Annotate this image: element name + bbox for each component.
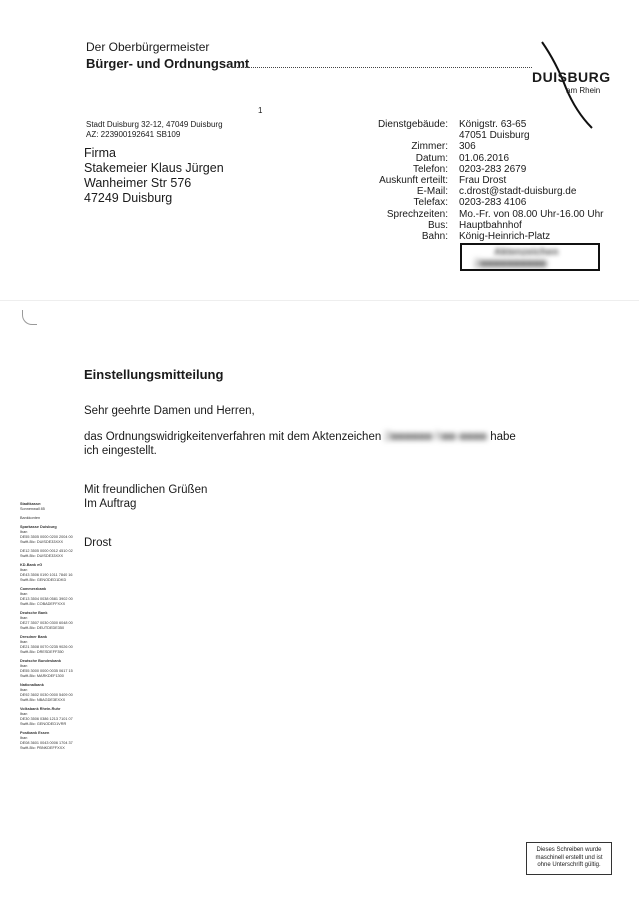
salutation: Sehr geehrte Damen und Herren,: [84, 405, 255, 417]
bank-entry: [20, 587, 82, 607]
letter-subject: Einstellungsmitteilung: [84, 367, 224, 382]
recipient-line: 47249 Duisburg: [84, 191, 173, 205]
bank-entry: [20, 549, 82, 559]
file-reference-label: Aktenzeichen: [494, 247, 559, 258]
info-value: c.drost@stadt-duisburg.de: [459, 186, 577, 198]
recipient-address: [84, 146, 224, 206]
bank-sidebar: [20, 498, 82, 751]
bank-line: DE08 3601 0043 0006 1704 37: [20, 741, 73, 745]
info-value: 306: [459, 141, 476, 153]
bank-line: Iban: [20, 640, 28, 644]
recipient-line: Firma: [84, 146, 116, 160]
signature-name: Drost: [84, 537, 112, 549]
bank-line: Swift-Bic: DUISDE33XXX: [20, 554, 64, 558]
sender-reference: AZ: 223900192641 SB109: [86, 130, 181, 139]
bank-line: DE30 3506 0386 1213 7101 07: [20, 717, 73, 721]
info-label: Telefax:: [413, 197, 448, 209]
bank-entry: [20, 502, 82, 512]
info-label: Datum:: [415, 152, 448, 164]
bank-name: Volksbank Rhein-Ruhr: [20, 707, 61, 711]
bank-line: DE55 3505 0000 0200 2004 00: [20, 535, 73, 539]
bank-name: Stadtkasse:: [20, 502, 42, 506]
bank-line: DE12 3505 0000 0012 4510 02: [20, 549, 73, 553]
bank-entry: [20, 525, 82, 545]
closing-line: Im Auftrag: [84, 498, 137, 510]
info-value: Hauptbahnhof: [459, 219, 522, 231]
redacted-reference: 2■■■■■■ h■■ ■■■■: [384, 431, 487, 443]
header-dotted-rule: [232, 67, 532, 68]
info-label: Zimmer:: [411, 141, 448, 153]
bank-entry: [20, 611, 82, 631]
bank-line: Swift-Bic: COBADEFFXXX: [20, 602, 66, 606]
info-value: Frau Drost: [459, 175, 507, 187]
bank-line: Iban: [20, 712, 28, 716]
bank-line: Iban: [20, 568, 28, 572]
body-text: habe: [490, 431, 516, 443]
info-value: 0203-283 4106: [459, 197, 527, 209]
info-label: Dienstgebäude:: [377, 119, 448, 130]
bank-line: Iban: [20, 530, 28, 534]
info-value: 0203-283 2679: [459, 163, 527, 175]
bank-line: Bankkonten: [20, 516, 41, 520]
info-value: 01.06.2016: [459, 152, 510, 164]
machine-generated-notice: Dieses Schreiben wurde maschinell erstellt und ist ohne Unterschrift gültig.: [526, 842, 612, 875]
info-label: E-Mail:: [416, 186, 448, 198]
info-label: Sprechzeiten:: [386, 208, 448, 220]
bank-name: Deutsche Bank: [20, 611, 48, 615]
bank-line: Swift-Bic: NBAGDE3EXXX: [20, 698, 66, 702]
recipient-line: Wanheimer Str 576: [84, 176, 192, 190]
sender-block: [86, 120, 223, 140]
body-line-2: ich eingestellt.: [84, 445, 157, 457]
closing-line: Mit freundlichen Grüßen: [84, 484, 208, 496]
bank-line: Swift-Bic: DUISDE33XXX: [20, 540, 64, 544]
bank-name: Deutsche Bundesbank: [20, 659, 61, 663]
bank-line: DE92 3602 0030 0000 5409 00: [20, 693, 73, 697]
bank-line: Swift-Bic: MARKDEF1300: [20, 674, 64, 678]
file-reference-box: [460, 243, 600, 271]
bank-line: Swift-Bic: GENODED1DKD: [20, 578, 67, 582]
bank-line: Iban: [20, 688, 28, 692]
body-line-1: [84, 431, 516, 443]
bank-line: Swift-Bic: DRESDEFF350: [20, 650, 64, 654]
bank-entry: [20, 563, 82, 583]
sender-address: Stadt Duisburg 32-12, 47049 Duisburg: [86, 120, 223, 129]
bank-name: Commerzbank: [20, 587, 47, 591]
bank-entry: [20, 683, 82, 703]
body-text: das Ordnungswidrigkeitenverfahren mit dem Aktenzeichen: [84, 431, 382, 443]
bank-line: DE27 3507 0030 0300 6048 00: [20, 621, 73, 625]
info-label: Bahn:: [421, 231, 448, 243]
bank-line: DE55 3000 0000 0035 0617 15: [20, 669, 73, 673]
info-label: Telefon:: [412, 163, 448, 175]
recipient-line: Stakemeier Klaus Jürgen: [84, 161, 224, 175]
city-logo: DUISBURG: [532, 69, 611, 85]
bank-line: Sonnenwall 85: [20, 507, 45, 511]
bank-name: Dresdner Bank: [20, 635, 48, 639]
bank-entry: [20, 707, 82, 727]
info-value: Mo.-Fr. von 08.00 Uhr-16.00 Uhr: [459, 208, 604, 220]
bank-line: DE21 3508 0070 0235 9026 00: [20, 645, 73, 649]
bank-entry: [20, 659, 82, 679]
info-value: Königstr. 63-65: [459, 119, 527, 130]
department-title: Bürger- und Ordnungsamt: [86, 56, 250, 71]
bank-name: Postbank Essen: [20, 731, 50, 735]
contact-info-block: [300, 119, 604, 242]
bank-line: Iban: [20, 664, 28, 668]
bank-name: KD-Bank eG: [20, 563, 43, 567]
info-label: Auskunft erteilt:: [379, 175, 448, 187]
bank-line: Iban: [20, 616, 28, 620]
bank-line: Iban: [20, 592, 28, 596]
bank-name: Sparkasse Duisburg: [20, 525, 57, 529]
bank-line: Swift-Bic: GENODED1VRR: [20, 722, 67, 726]
info-label: [300, 130, 459, 141]
bank-entry: [20, 731, 82, 751]
bank-line: Iban: [20, 736, 28, 740]
authority-title: Der Oberbürgermeister: [86, 40, 210, 54]
page-number: 1: [258, 106, 263, 115]
bank-line: DE13 3504 0038 0581 3902 00: [20, 597, 73, 601]
bank-entry: [20, 635, 82, 655]
bank-line: Swift-Bic: DEUTDEDE350: [20, 626, 65, 630]
info-value: König-Heinrich-Platz: [459, 231, 551, 243]
bank-name: Nationalbank: [20, 683, 44, 687]
bank-line: Swift-Bic: PBNKDEFFXXX: [20, 746, 65, 750]
bank-line: DE43 3506 0190 1011 7840 16: [20, 573, 73, 577]
bank-entry: [20, 516, 82, 521]
punch-mark: [22, 310, 37, 325]
fold-mark: [0, 300, 639, 301]
city-logo-subtitle: am Rhein: [566, 86, 601, 95]
file-reference-redacted: 2■■■■■■■■■■: [474, 258, 547, 270]
info-label: Bus:: [427, 219, 448, 231]
info-value: 47051 Duisburg: [459, 130, 530, 142]
